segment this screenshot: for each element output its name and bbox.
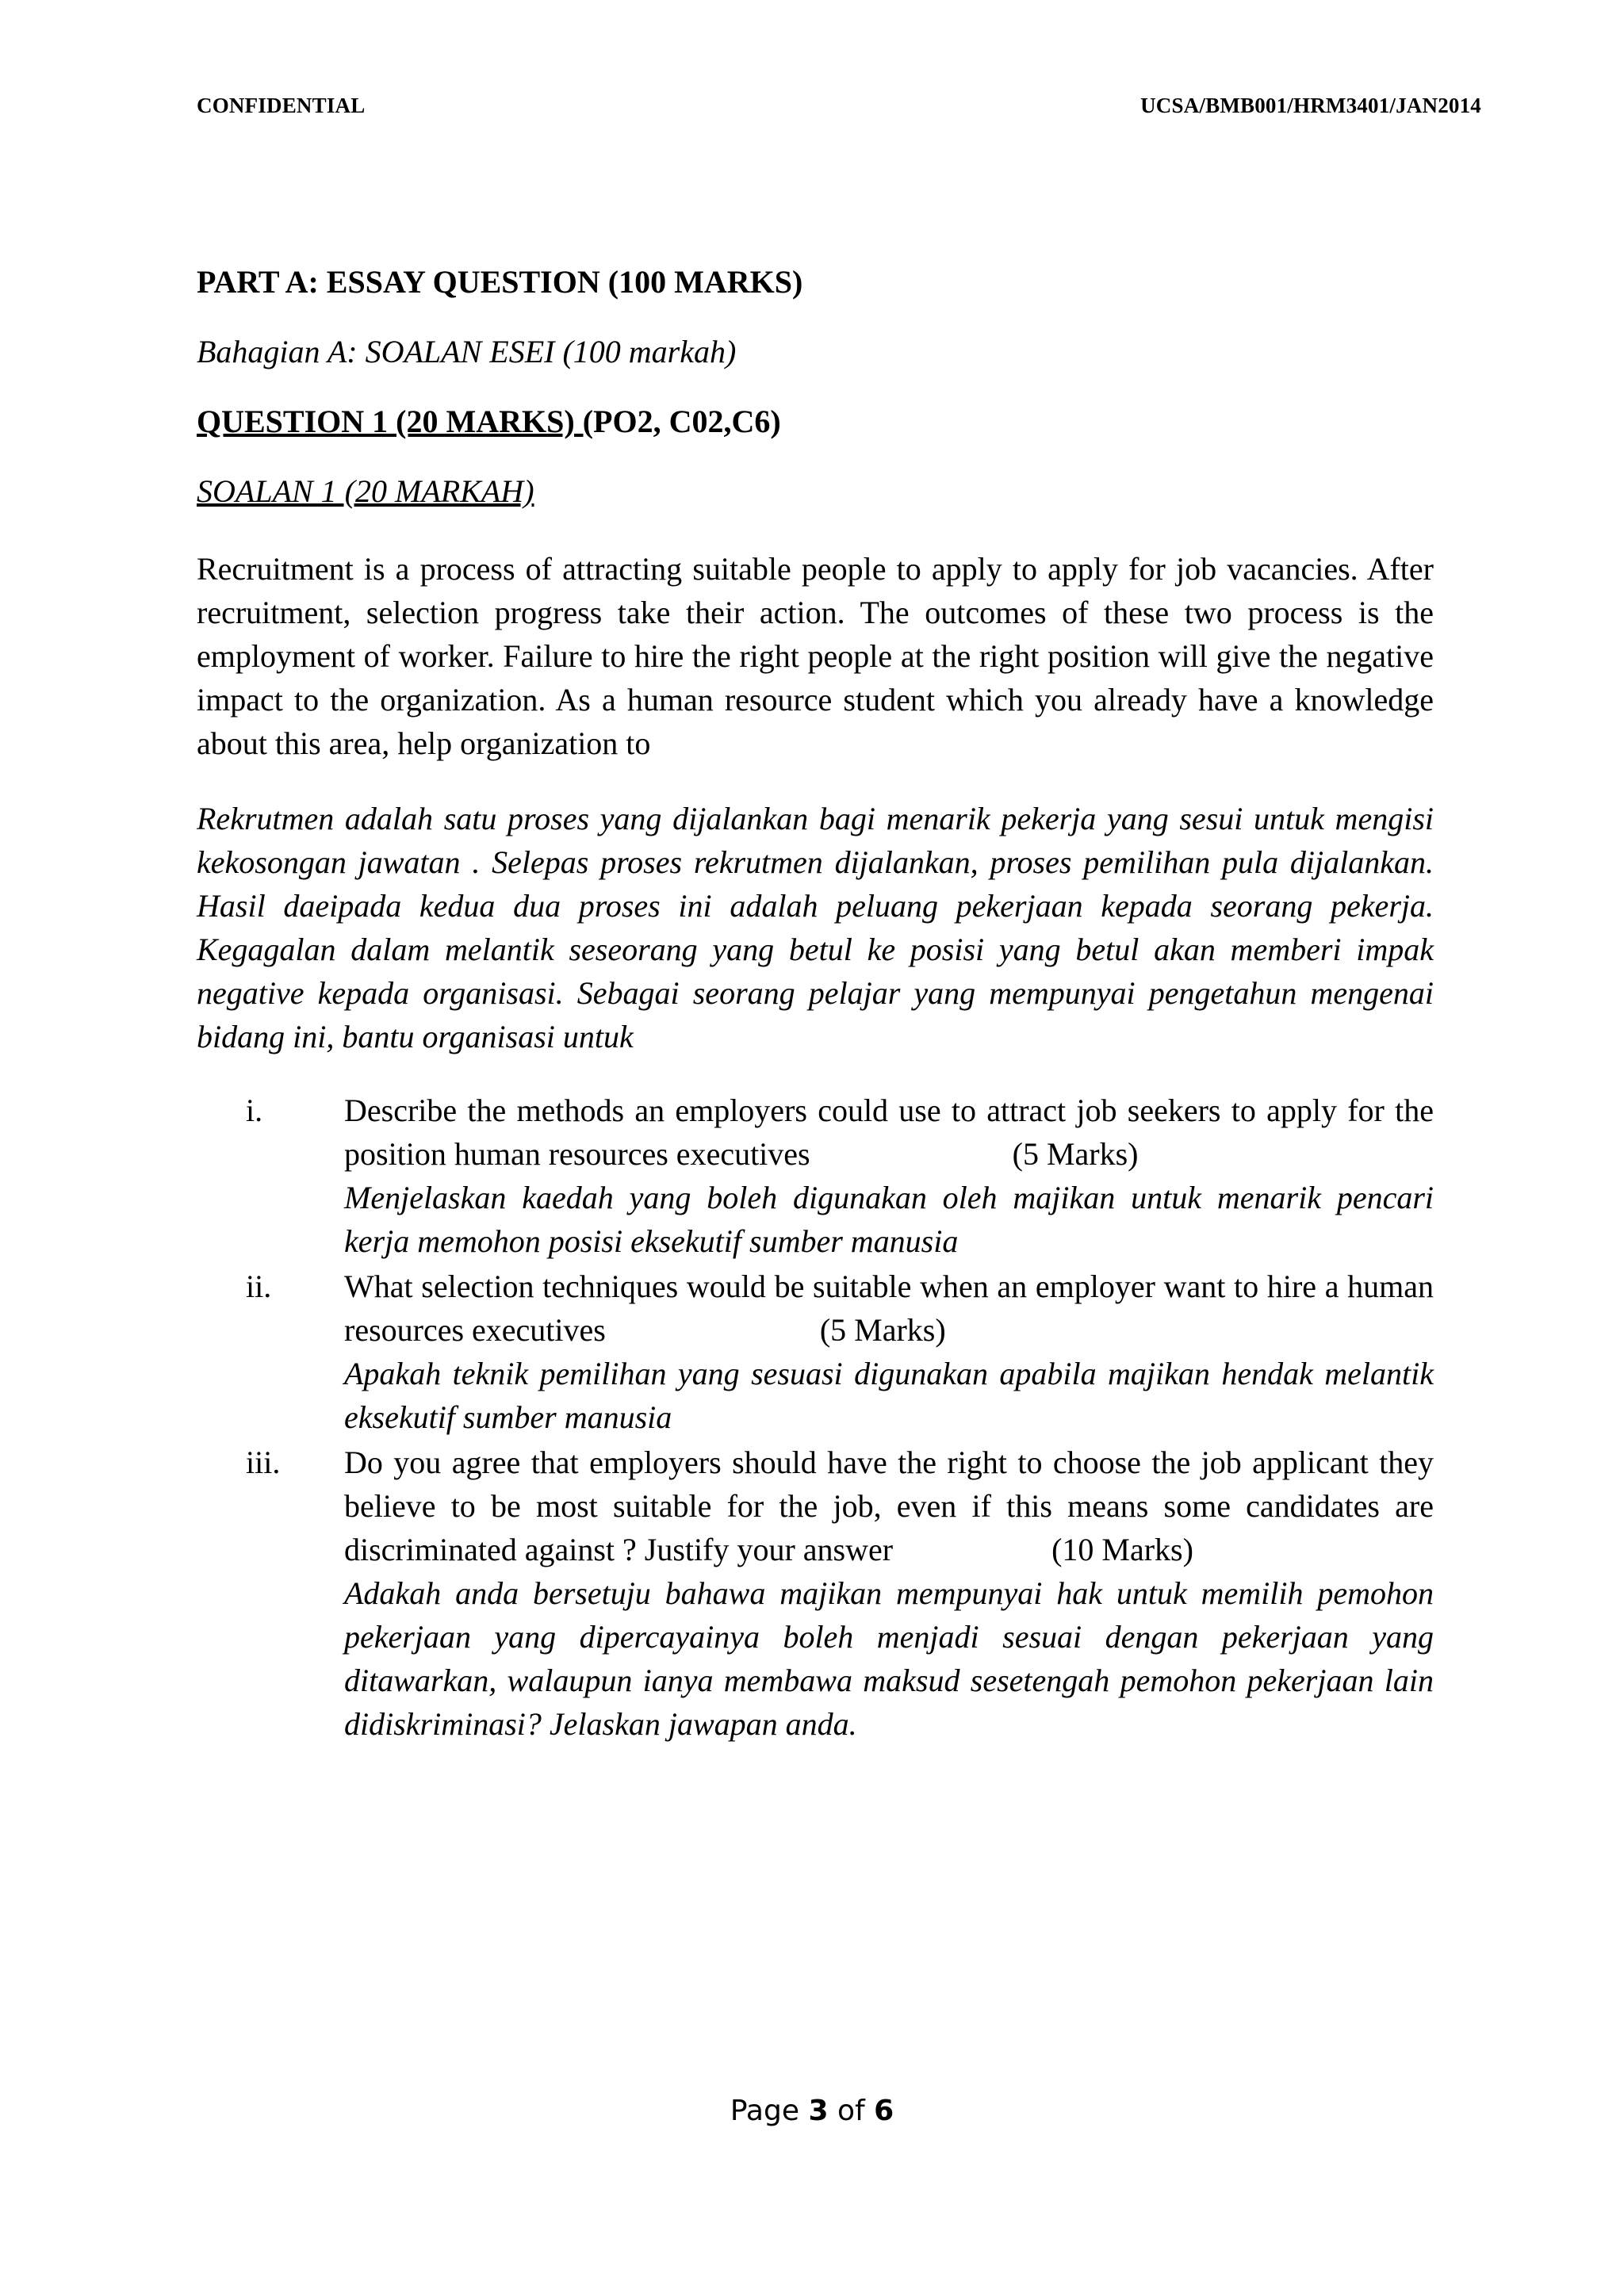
item-translation: Adakah anda bersetuju bahawa majikan mempunyai hak untuk memilih pemohon pekerjaan yang dipercayainya boleh menjadi sesuai dengan pekerjaan yang ditawarkan, walaupun ianya membawa maksud sesetengah pemohon pekerjaan lain didiskriminasi? Jelaskan jawapan anda. bbox=[344, 1575, 1434, 1742]
item-marks: (10 Marks) bbox=[1051, 1532, 1193, 1567]
item-marks: (5 Marks) bbox=[1012, 1136, 1139, 1172]
page-content bbox=[197, 262, 1434, 1747]
total-pages: 6 bbox=[874, 2095, 894, 2127]
question-item bbox=[197, 1441, 1434, 1746]
question-intro-malay: Rekrutmen adalah satu proses yang dijalankan bagi menarik pekerja yang sesui untuk mengisi kekosongan jawatan . Selepas proses rekrutmen dijalankan, proses pemilihan pula dijalankan. Hasil daeipada kedua dua proses ini adalah peluang pekerjaan kepada seorang pekerja. Kegagalan dalam melantik seseorang yang betul ke posisi yang betul akan memberi impak negative kepada organisasi. Sebagai seorang pelajar yang mempunyai pengetahun mengenai bidang ini, bantu organisasi untuk bbox=[197, 801, 1434, 1054]
item-question: Do you agree that employers should have the right to choose the job applicant they believe to be most suitable for the job, even if this means some candidates are discriminated against ? Justify your answer bbox=[344, 1445, 1434, 1567]
page-label: Page bbox=[730, 2095, 799, 2127]
current-page: 3 bbox=[808, 2095, 829, 2127]
question-title-underlined: QUESTION 1 (20 MARKS) ( bbox=[197, 404, 594, 439]
question-title-outcomes: PO2, C02,C6) bbox=[593, 404, 781, 439]
part-title: PART A: ESSAY QUESTION (100 MARKS) bbox=[197, 264, 803, 300]
header-confidential: CONFIDENTIAL bbox=[197, 94, 366, 117]
question-item bbox=[197, 1089, 1434, 1263]
question-subtitle: SOALAN 1 (20 MARKAH) bbox=[197, 473, 534, 509]
item-translation: Apakah teknik pemilihan yang sesuasi digunakan apabila majikan hendak melantik eksekutif sumber manusia bbox=[344, 1356, 1434, 1435]
question-item bbox=[197, 1265, 1434, 1439]
item-marks: (5 Marks) bbox=[819, 1312, 946, 1348]
item-number: iii. bbox=[246, 1445, 281, 1480]
question-title bbox=[197, 401, 1434, 442]
item-question: What selection techniques would be suitable when an employer want to hire a human resources executives bbox=[344, 1269, 1434, 1348]
item-text bbox=[344, 1441, 1434, 1571]
page-number-footer bbox=[0, 2095, 1624, 2127]
header-document-code: UCSA/BMB001/HRM3401/JAN2014 bbox=[1140, 94, 1481, 117]
item-text bbox=[344, 1089, 1434, 1176]
item-number: ii. bbox=[246, 1269, 272, 1304]
part-subtitle: Bahagian A: SOALAN ESEI (100 markah) bbox=[197, 334, 737, 369]
of-label: of bbox=[837, 2095, 865, 2127]
item-translation: Menjelaskan kaedah yang boleh digunakan oleh majikan untuk menarik pencari kerja memohon posisi eksekutif sumber manusia bbox=[344, 1180, 1434, 1259]
item-question: Describe the methods an employers could use to attract job seekers to apply for the position human resources executives bbox=[344, 1093, 1434, 1172]
question-items bbox=[197, 1089, 1434, 1746]
question-intro-english: Recruitment is a process of attracting suitable people to apply to apply for job vacancies. After recruitment, selection progress take their action. The outcomes of these two process is the employment of worker. Failure to hire the right people at the right position will give the negative impact to the organization. As a human resource student which you already have a knowledge about this area, help organization to bbox=[197, 551, 1434, 761]
item-number: i. bbox=[246, 1093, 263, 1128]
item-text bbox=[344, 1265, 1434, 1352]
